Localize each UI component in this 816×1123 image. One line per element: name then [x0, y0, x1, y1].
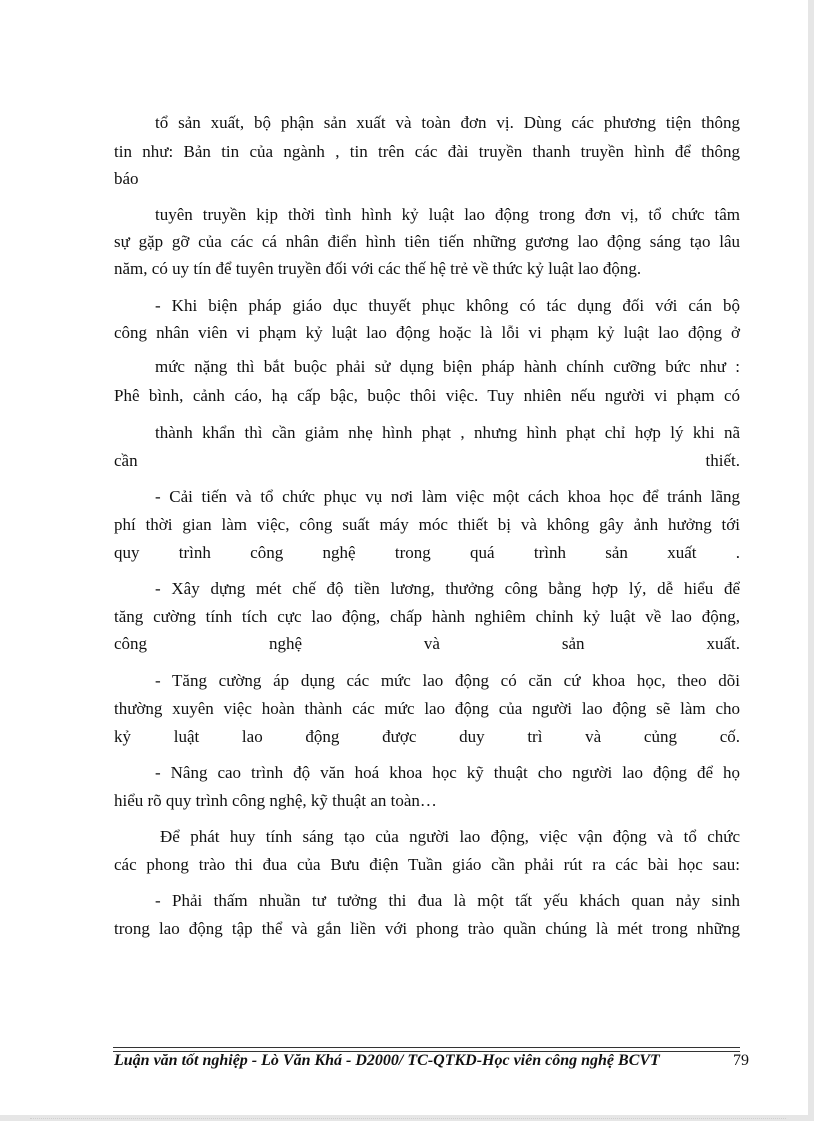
footer-text: Luận văn tốt nghiệp - Lò Văn Khá - D2000/ TC-QTKD-Học viên công nghệ BCVT	[114, 1052, 660, 1069]
text-line: tăng cường tính tích cực lao động, chấp hành nghiêm chỉnh kỷ luật về lao động,	[114, 607, 740, 626]
text-line: tin như: Bản tin của ngành , tin trên các đài truyền thanh truyền hình để thông	[114, 142, 740, 161]
text-line: cần thiết.	[114, 451, 740, 470]
text-line: kỷ luật lao động được duy trì và củng cố.	[114, 727, 740, 746]
text-line: trong lao động tập thể và gắn liền với phong trào quần chúng là mét trong những	[114, 919, 740, 938]
text-line: công nhân viên vi phạm kỷ luật lao động hoặc là lỗi vi phạm kỷ luật lao động ở	[114, 323, 740, 342]
text-line: - Phải thấm nhuần tư tưởng thi đua là một tất yếu khách quan nảy sinh	[155, 891, 740, 910]
text-line: tuyên truyền kịp thời tình hình kỷ luật lao động trong đơn vị, tổ chức tâm	[155, 205, 740, 224]
text-line: - Nâng cao trình độ văn hoá khoa học kỹ thuật cho người lao động để họ	[155, 763, 740, 782]
text-line: - Tăng cường áp dụng các mức lao động có căn cứ khoa học, theo dõi	[155, 671, 740, 690]
text-line: - Xây dựng mét chế độ tiền lương, thưởng công bằng hợp lý, dễ hiểu để	[155, 579, 740, 598]
text-line: thường xuyên việc hoàn thành các mức lao động của người lao động sẽ làm cho	[114, 699, 740, 718]
text-line: báo	[114, 169, 139, 188]
text-line: Để phát huy tính sáng tạo của người lao động, việc vận động và tổ chức	[160, 827, 740, 846]
text-line: mức nặng thì bắt buộc phải sử dụng biện pháp hành chính cưỡng bức như :	[155, 357, 740, 376]
text-line: quy trình công nghệ trong quá trình sản xuất .	[114, 543, 740, 562]
footer-rule	[113, 1047, 740, 1048]
text-line: các phong trào thi đua của Bưu điện Tuần giáo cần phải rút ra các bài học sau:	[114, 855, 740, 874]
text-line: hiểu rõ quy trình công nghệ, kỹ thuật an toàn…	[114, 791, 437, 810]
text-line: năm, có uy tín để tuyên truyền đối với các thế hệ trẻ về thức kỷ luật lao động.	[114, 259, 642, 278]
text-line: thành khẩn thì cần giảm nhẹ hình phạt , nhưng hình phạt chỉ hợp lý khi nã	[155, 423, 740, 442]
text-line: sự gặp gỡ của các cá nhân điển hình tiên tiến những gương lao động sáng tạo lâu	[114, 232, 740, 251]
text-line: - Cải tiến và tổ chức phục vụ nơi làm việc một cách khoa học để tránh lãng	[155, 487, 740, 506]
text-line: phí thời gian làm việc, công suất máy móc thiết bị và không gây ảnh hưởng tới	[114, 515, 740, 534]
text-line: tổ sản xuất, bộ phận sản xuất và toàn đơn vị. Dùng các phương tiện thông	[155, 113, 740, 132]
text-line: - Khi biện pháp giáo dục thuyết phục không có tác dụng đối với cán bộ	[155, 296, 740, 315]
text-line: công nghệ và sản xuất.	[114, 634, 740, 653]
page-bottom-divider	[30, 1118, 786, 1119]
page-number: 79	[733, 1052, 749, 1069]
text-line: Phê bình, cảnh cáo, hạ cấp bậc, buộc thôi việc. Tuy nhiên nếu người vi phạm có	[114, 386, 740, 405]
